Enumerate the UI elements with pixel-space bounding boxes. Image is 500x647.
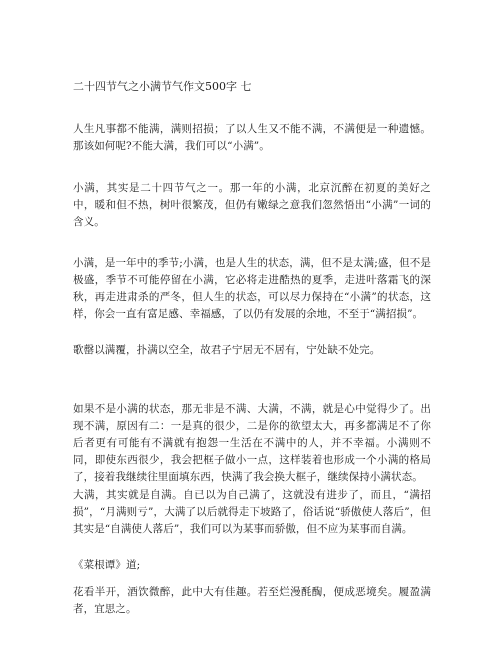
paragraph: 小满，是一年中的季节;小满，也是人生的状态，满，但不是太满;盛，但不是极盛，季节不可能停留在小满，它必将走进酷热的夏季，走进叶落霜飞的深秋，再走进肃杀的严冬，但人生的状态，可以尽力保持在“小满”的状态，这样，你会一直有富足感、幸福感，了以仍有发展的余地，不至于“满招损”。 <box>73 257 431 320</box>
document-title: 二十四节气之小满节气作文500字 七 <box>73 80 252 93</box>
paragraph: 如果不是小满的状态，那无非是不满、大满，不满，就是心中觉得少了。出现不满，原因有二：一是真的很少，二是你的欲望太大，再多都满足不了你后者更有可能有不满就有抱怨一生活在不满中的人，并不幸福。小满则不同，即使东西很少，我会把框子做小一点，这样装着也形成一个小满的格局了，接着我继续往里面填东西，快满了我会换大框子，继续保持小满状态。 <box>73 403 431 483</box>
paragraph: 花看半开，酒饮微醉，此中大有佳趣。若至烂漫酕醄，便成恶境矣。履盈满者，宜思之。 <box>73 586 431 615</box>
paragraph: 人生凡事都不能满，满则招损；了以人生又不能不满，不满便是一种遗憾。那该如何呢?不能大满，我们可以“小满”。 <box>73 123 431 152</box>
paragraph: 大满，其实就是自满。自已以为自己满了，这就没有进步了，而且，“满招损”，“月满则亏”，大满了以后就得走下坡路了，俗话说“骄傲使人落后”，但其实是“自满使人落后”，我们可以为某事而骄傲，但不应为某事而自满。 <box>73 489 431 535</box>
paragraph: 歌罄以满覆，扑满以空全，故君子宁居无不居有，宁处缺不处完。 <box>73 344 381 356</box>
paragraph: 小满，其实是二十四节气之一。那一年的小满，北京沉醉在初夏的美好之中，暖和但不热，树叶很繁茂，但仍有嫩绿之意我们忽然悟出“小满”一词的含义。 <box>73 182 431 228</box>
paragraph: 《菜根谭》道; <box>73 559 141 571</box>
